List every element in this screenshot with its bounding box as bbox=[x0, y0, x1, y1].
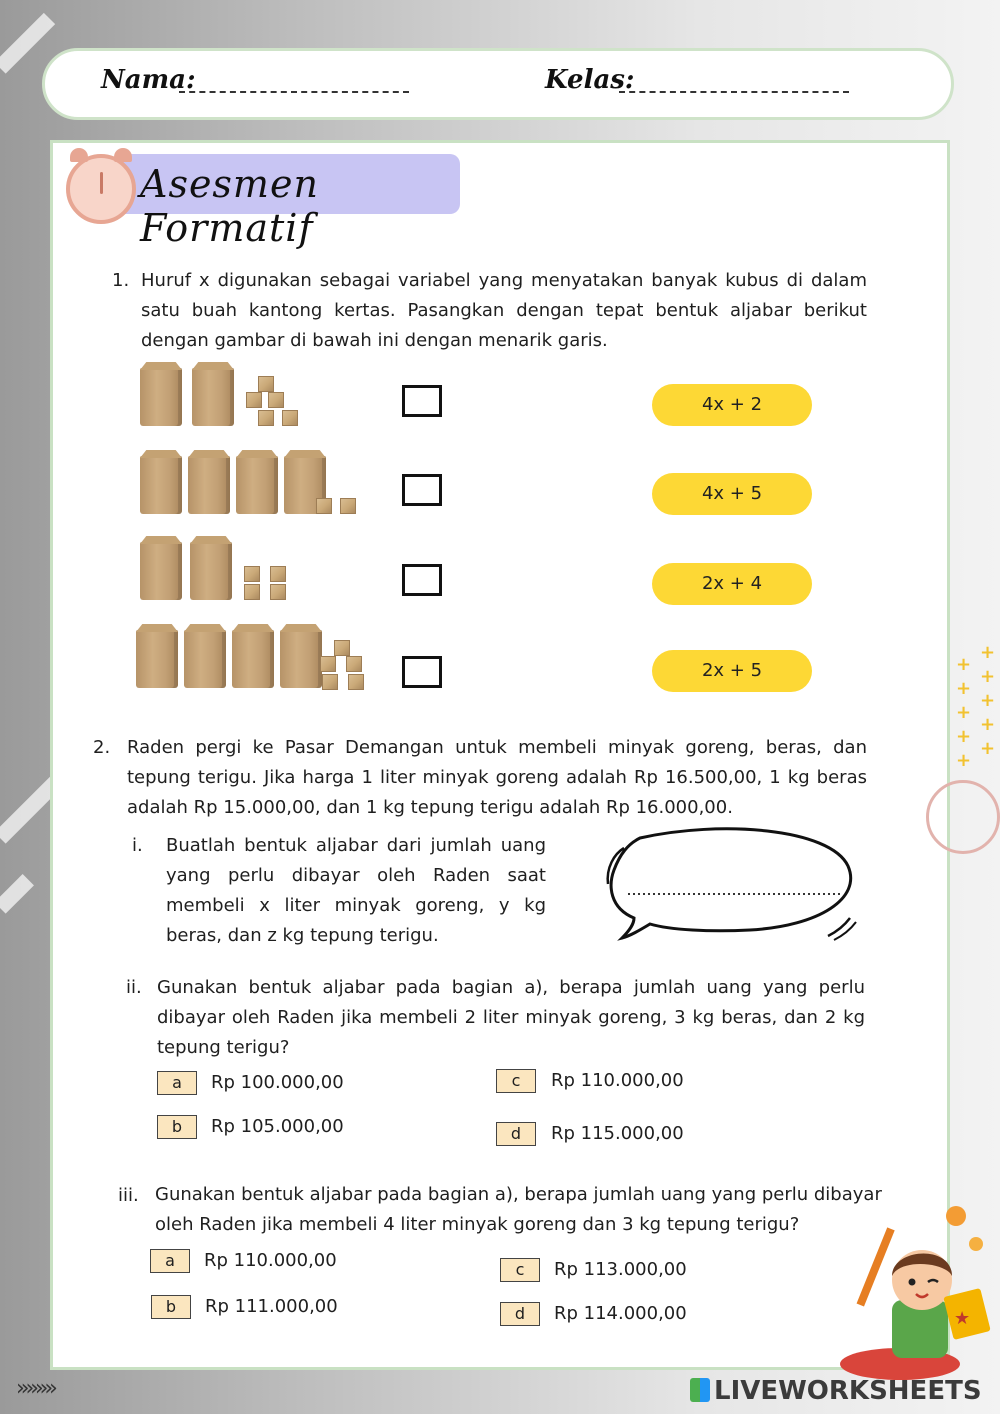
option-a-box[interactable]: a bbox=[157, 1071, 197, 1095]
option-d-text: Rp 114.000,00 bbox=[554, 1303, 687, 1324]
q2-text: Raden pergi ke Pasar Demangan untuk membeli minyak goreng, beras, dan tepung terigu. Jika harga 1 liter minyak goreng adalah Rp 16.500,00, 1 kg beras adalah Rp 15.000,00, dan 1 kg tepung terigu adalah Rp 16.000,00. bbox=[127, 737, 867, 818]
footer-arrows: »»»» bbox=[16, 1376, 54, 1401]
q2-part-i-label: i. bbox=[132, 835, 143, 856]
option-a-box[interactable]: a bbox=[150, 1249, 190, 1273]
option-c-text: Rp 110.000,00 bbox=[551, 1070, 684, 1091]
alarm-clock-icon bbox=[66, 154, 136, 224]
q1-text: Huruf x digunakan sebagai variabel yang menyatakan banyak kubus di dalam satu buah kantong kertas. Pasangkan dengan tepat bentuk aljabar berikut dengan gambar di bawah ini dengan menarik garis. bbox=[141, 270, 867, 351]
match-box-1[interactable] bbox=[402, 385, 442, 417]
option-c-box[interactable]: c bbox=[500, 1258, 540, 1282]
q2-part-iii-text: Gunakan bentuk aljabar pada bagian a), berapa jumlah uang yang perlu dibayar oleh Raden jika membeli 4 liter minyak goreng dan 3 kg tepung terigu? bbox=[155, 1184, 882, 1235]
expression-pill-2[interactable]: 4x + 5 bbox=[652, 473, 812, 515]
title-banner bbox=[60, 150, 462, 250]
match-box-3[interactable] bbox=[402, 564, 442, 596]
q2-part-ii-text: Gunakan bentuk aljabar pada bagian a), berapa jumlah uang yang perlu dibayar oleh Raden jika membeli 2 liter minyak goreng, 3 kg beras, dan 2 kg tepung terigu? bbox=[157, 977, 865, 1058]
q2-part-i-text: Buatlah bentuk aljabar dari jumlah uang yang perlu dibayar oleh Raden saat membeli x liter minyak goreng, y kg beras, dan z kg tepung terigu. bbox=[166, 835, 546, 946]
q1-number: 1. bbox=[112, 270, 130, 291]
option-b-text: Rp 111.000,00 bbox=[205, 1296, 338, 1317]
liveworksheets-logo bbox=[690, 1376, 982, 1406]
liveworksheets-logo-icon bbox=[690, 1378, 710, 1402]
student-info-header bbox=[42, 48, 954, 120]
option-c-text: Rp 113.000,00 bbox=[554, 1259, 687, 1280]
option-d-box[interactable]: d bbox=[496, 1122, 536, 1146]
liveworksheets-brand: LIVEWORKSHEETS bbox=[714, 1376, 982, 1406]
option-a-text: Rp 110.000,00 bbox=[204, 1250, 337, 1271]
svg-text:★: ★ bbox=[954, 1308, 971, 1329]
decorative-stripe bbox=[0, 874, 34, 914]
class-label: Kelas: bbox=[545, 65, 635, 95]
class-field[interactable] bbox=[619, 91, 849, 93]
option-c-box[interactable]: c bbox=[496, 1069, 536, 1093]
expression-pill-1[interactable]: 4x + 2 bbox=[652, 384, 812, 426]
name-label: Nama: bbox=[101, 65, 196, 95]
q2-part-iii-label: iii. bbox=[118, 1185, 139, 1206]
option-b-box[interactable]: b bbox=[151, 1295, 191, 1319]
option-d-box[interactable]: d bbox=[500, 1302, 540, 1326]
page-title: Asesmen Formatif bbox=[140, 162, 319, 250]
option-b-text: Rp 105.000,00 bbox=[211, 1116, 344, 1137]
option-a-text: Rp 100.000,00 bbox=[211, 1072, 344, 1093]
name-field[interactable] bbox=[179, 91, 409, 93]
match-box-2[interactable] bbox=[402, 474, 442, 506]
option-b-box[interactable]: b bbox=[157, 1115, 197, 1139]
decorative-circle bbox=[926, 780, 1000, 854]
option-d-text: Rp 115.000,00 bbox=[551, 1123, 684, 1144]
expression-pill-3[interactable]: 2x + 4 bbox=[652, 563, 812, 605]
child-with-book-illustration bbox=[836, 1196, 1000, 1392]
q2-part-ii-label: ii. bbox=[126, 977, 142, 998]
expression-pill-4[interactable]: 2x + 5 bbox=[652, 650, 812, 692]
q2-number: 2. bbox=[93, 737, 111, 758]
match-box-4[interactable] bbox=[402, 656, 442, 688]
speech-bubble-answer[interactable] bbox=[600, 826, 870, 950]
